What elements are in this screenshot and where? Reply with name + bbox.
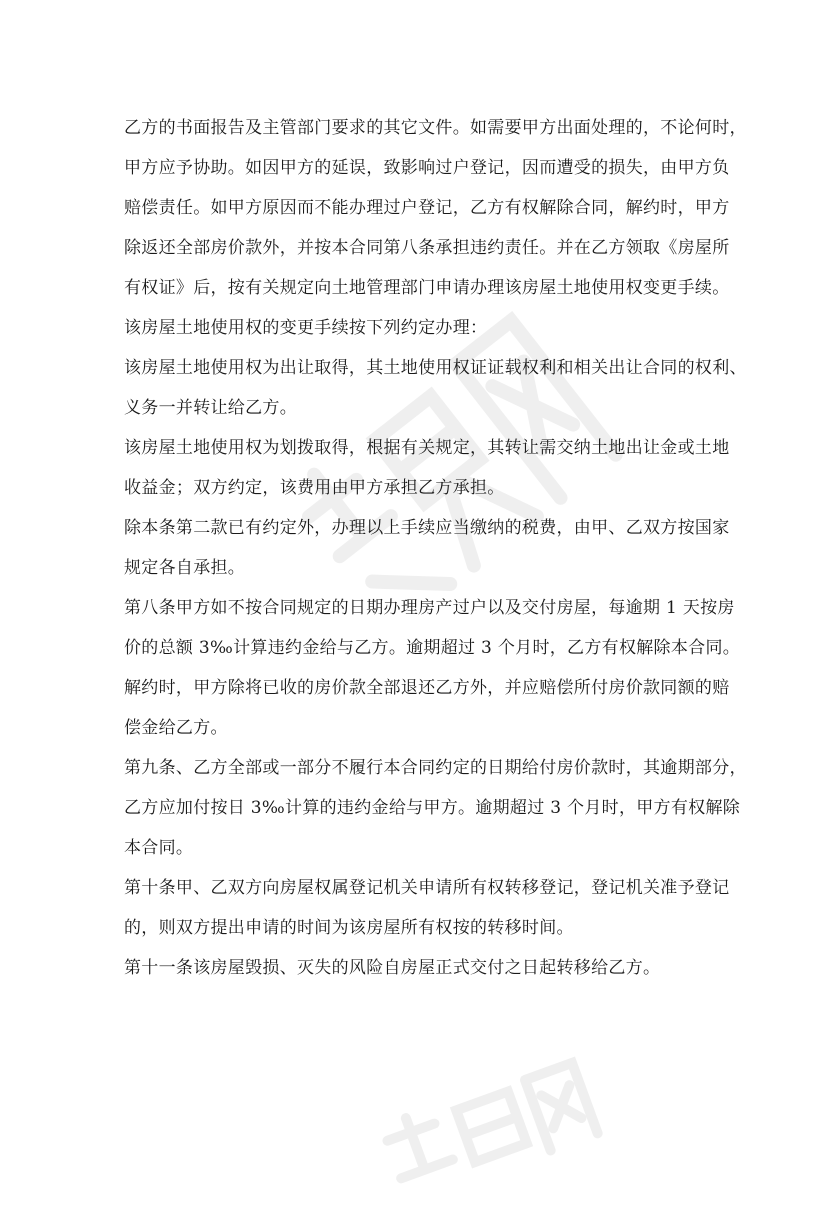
text-line: 除返还全部房价款外，并按本合同第八条承担违约责任。并在乙方领取《房屋所	[124, 238, 730, 258]
text-line: 该房屋土地使用权的变更手续按下列约定办理：	[124, 318, 488, 338]
text-line: 该房屋土地使用权为划拨取得，根据有关规定，其转让需交纳土地出让金或土地	[124, 438, 730, 458]
text-line: 赔偿责任。如甲方原因而不能办理过户登记，乙方有权解除合同，解约时，甲方	[124, 198, 730, 218]
text-line: 第八条甲方如不按合同规定的日期办理房产过户以及交付房屋，每逾期 1 天按房	[124, 598, 735, 618]
text-line: 甲方应予协助。如因甲方的延误，致影响过户登记，因而遭受的损失，由甲方负	[124, 158, 730, 178]
text-line: 第九条、乙方全部或一部分不履行本合同约定的日期给付房价款时，其逾期部分，	[124, 758, 747, 778]
text-line: 收益金；双方约定，该费用由甲方承担乙方承担。	[124, 478, 505, 498]
text-line: 有权证》后，按有关规定向土地管理部门申请办理该房屋土地使用权变更手续。	[124, 278, 730, 298]
text-line: 解约时，甲方除将已收的房价款全部退还乙方外，并应赔偿所付房价款同额的赔	[124, 678, 730, 698]
text-line: 偿金给乙方。	[124, 718, 228, 738]
text-line: 义务一并转让给乙方。	[124, 398, 297, 418]
text-line: 第十条甲、乙双方向房屋权属登记机关申请所有权转移登记，登记机关准予登记	[124, 878, 730, 898]
text-line: 本合同。	[124, 838, 194, 858]
watermark-graphic-bottom	[371, 1050, 609, 1210]
text-line: 乙方的书面报告及主管部门要求的其它文件。如需要甲方出面处理的，不论何时，	[124, 118, 747, 138]
text-line: 价的总额 3‰计算违约金给与乙方。逾期超过 3 个月时，乙方有权解除本合同。	[124, 638, 741, 658]
text-line: 第十一条该房屋毁损、灭失的风险自房屋正式交付之日起转移给乙方。	[124, 958, 661, 978]
text-line: 除本条第二款已有约定外，办理以上手续应当缴纳的税费，由甲、乙双方按国家	[124, 518, 730, 538]
text-line: 规定各自承担。	[124, 558, 246, 578]
document-body	[124, 108, 747, 988]
text-line: 的，则双方提出申请的时间为该房屋所有权按的转移时间。	[124, 918, 574, 938]
text-line: 乙方应加付按日 3‰计算的违约金给与甲方。逾期超过 3 个月时，甲方有权解除	[124, 798, 741, 818]
text-line: 该房屋土地使用权为出让取得，其土地使用权证证载权利和相关出让合同的权利、	[124, 358, 747, 378]
